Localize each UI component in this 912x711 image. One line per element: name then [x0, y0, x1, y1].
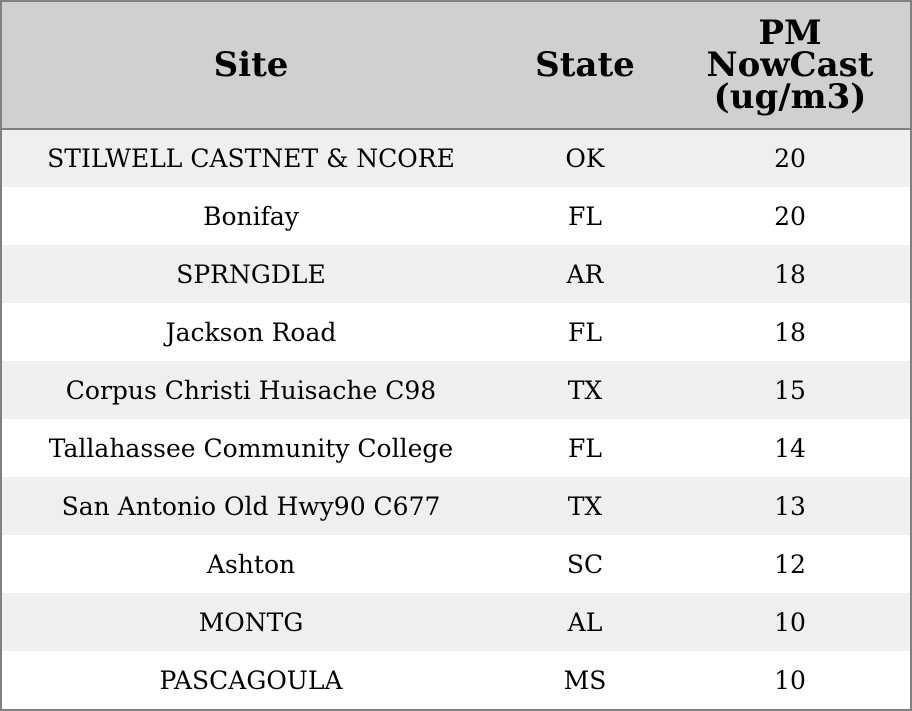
cell-pm-value: 14	[774, 433, 806, 463]
table-row	[2, 361, 910, 419]
cell-site: Corpus Christi Huisache C98	[65, 375, 437, 405]
cell-pm-value: 20	[774, 201, 806, 231]
cell-site: Tallahassee Community College	[48, 433, 454, 463]
cell-pm-value: 20	[774, 144, 806, 173]
header-pm-line-3: (ug/m3)	[713, 77, 867, 117]
table-row	[2, 245, 910, 303]
cell-pm-value: 13	[774, 491, 806, 521]
cell-site: Jackson Road	[165, 317, 337, 347]
cell-site: MONTG	[198, 607, 304, 637]
table-row	[2, 129, 910, 187]
cell-state: FL	[568, 317, 602, 347]
table-row	[2, 593, 910, 651]
table-row	[2, 303, 910, 361]
cell-state: FL	[568, 201, 602, 231]
cell-pm-value: 10	[774, 665, 806, 695]
cell-state: TX	[567, 491, 603, 521]
table-row	[2, 535, 910, 593]
cell-site: SPRNGDLE	[176, 259, 326, 289]
header-pm-line-1: PM	[758, 13, 822, 53]
cell-state: TX	[567, 375, 603, 405]
table-row	[2, 187, 910, 245]
cell-site: Ashton	[206, 549, 296, 579]
cell-site: PASCAGOULA	[159, 665, 343, 695]
header-pm-nowcast	[670, 2, 910, 129]
table-row	[2, 477, 910, 535]
cell-state: MS	[563, 665, 607, 695]
table-header-row	[2, 2, 910, 129]
cell-pm-value: 10	[774, 607, 806, 637]
cell-pm-value: 12	[774, 549, 806, 579]
cell-pm-value: 18	[774, 259, 806, 289]
header-site: Site	[2, 2, 500, 129]
pm-nowcast-table	[2, 2, 910, 709]
cell-state: AL	[567, 607, 603, 637]
header-pm-line-2: NowCast	[706, 45, 874, 85]
cell-state: AR	[566, 259, 604, 289]
cell-site: Bonifay	[203, 201, 299, 231]
table-row	[2, 651, 910, 709]
cell-site: STILWELL CASTNET & NCORE	[47, 144, 455, 173]
cell-state: SC	[566, 549, 604, 579]
cell-state: OK	[565, 144, 605, 173]
cell-site: San Antonio Old Hwy90 C677	[61, 491, 441, 521]
table-row	[2, 419, 910, 477]
header-state: State	[500, 2, 670, 129]
cell-state: FL	[568, 433, 602, 463]
cell-pm-value: 18	[774, 317, 806, 347]
cell-pm-value: 15	[774, 375, 806, 405]
